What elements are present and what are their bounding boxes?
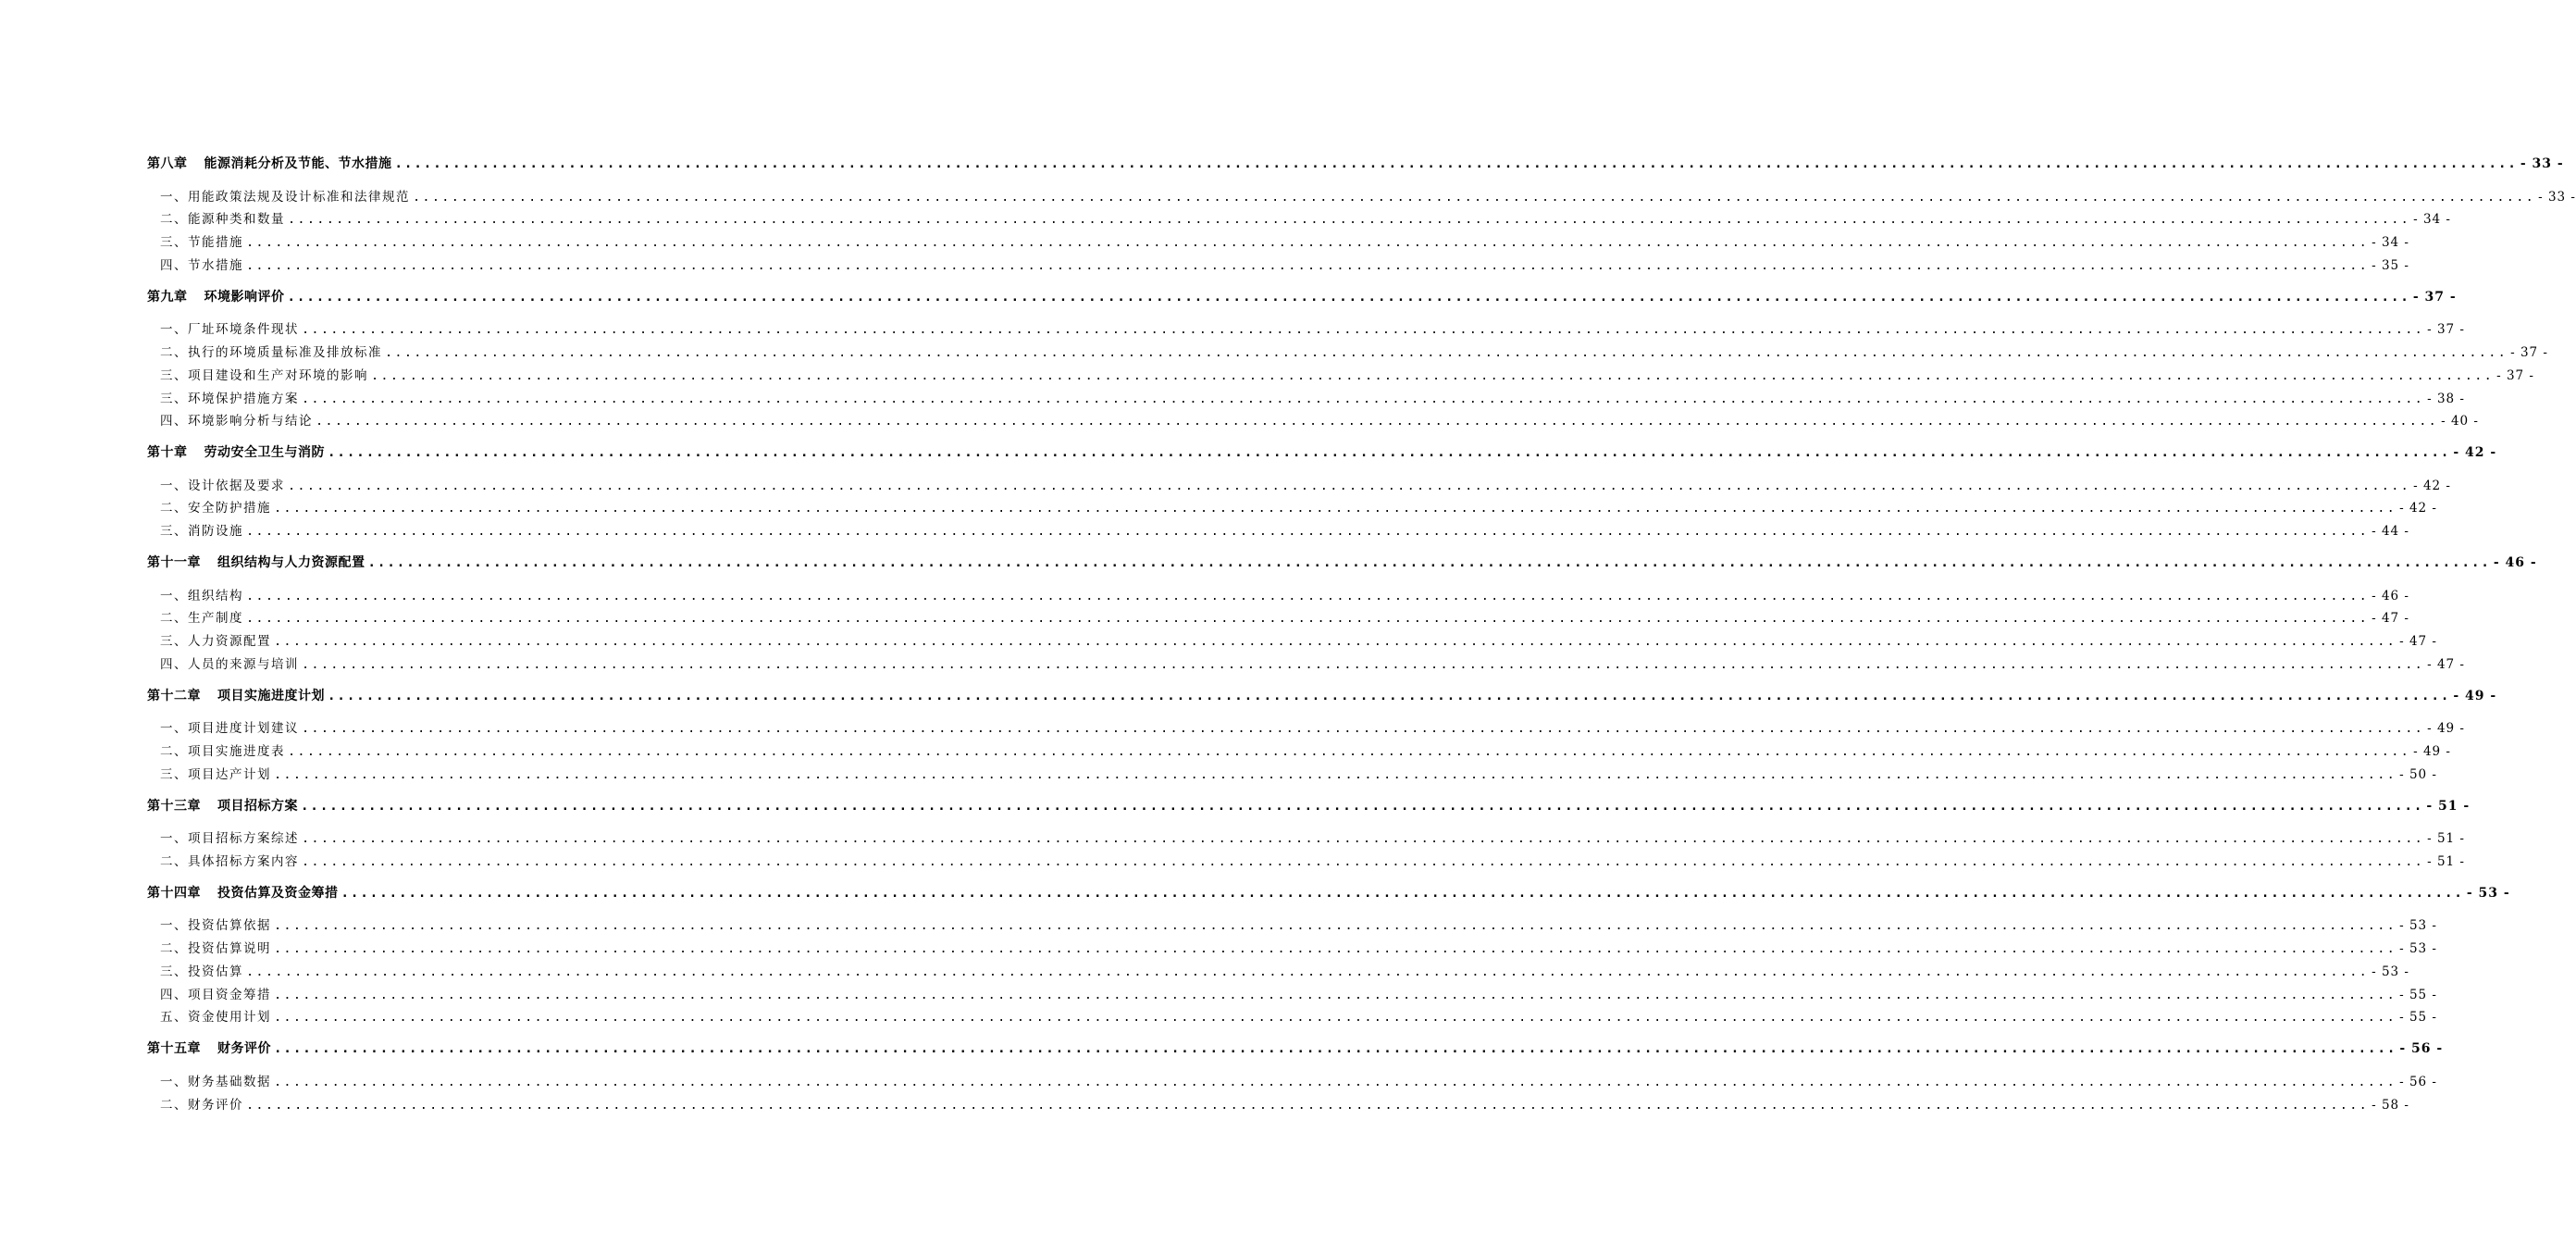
dot-leader: ............................................................................................................................................................................................................................ [246,1097,2370,1113]
section-title: 三、环境保护措施方案 [160,391,299,406]
toc-chapter-entry[interactable] [147,1039,2444,1062]
toc-section-entry[interactable] [147,984,2437,1007]
toc-section-entry[interactable] [147,1006,2437,1029]
page-number: - 56 - [2399,1041,2444,1057]
dot-leader: ............................................................................................................................................................................................................................ [246,588,2370,603]
section-title: 四、节水措施 [160,257,243,273]
section-title: 四、人员的来源与培训 [160,656,299,672]
dot-leader: ............................................................................................................................................................................................................................ [274,1010,2397,1026]
toc-chapter-entry[interactable] [147,154,2564,177]
section-title: 一、设计依据及要求 [160,478,285,493]
dot-leader: ............................................................................................................................................................................................................................ [302,721,2425,737]
chapter-number: 第十五章 [147,1041,201,1057]
toc-section-entry[interactable] [147,585,2409,608]
toc-chapter-entry[interactable] [147,553,2537,576]
chapter-number: 第十二章 [147,688,201,703]
chapter-number: 第十一章 [147,555,201,571]
chapter-block [147,796,2471,874]
dot-leader: ............................................................................................................................................................................................................................ [371,367,2495,383]
dot-leader: ............................................................................................................................................................................................................................ [274,941,2397,957]
section-title: 五、资金使用计划 [160,1010,271,1026]
toc-section-entry[interactable] [147,914,2437,938]
chapter-title: 能源消耗分析及节能、节水措施 [204,156,392,171]
dot-leader: ............................................................................................................................................................................................................................ [274,1041,2397,1057]
dot-leader: ............................................................................................................................................................................................................................ [246,257,2370,273]
chapter-number: 第九章 [147,289,188,305]
toc-chapter-entry[interactable] [147,796,2471,819]
page-number: - 35 - [2372,257,2409,273]
dot-leader: ............................................................................................................................................................................................................................ [328,688,2451,703]
dot-leader: ............................................................................................................................................................................................................................ [274,918,2397,934]
chapter-heading [147,686,325,704]
dot-leader: ............................................................................................................................................................................................................................ [288,744,2411,760]
toc-section-entry[interactable] [147,388,2465,411]
section-title: 一、项目进度计划建议 [160,721,299,737]
chapter-block [147,1039,2444,1116]
page-number: - 33 - [2520,156,2564,171]
chapter-number: 第十章 [147,445,188,461]
page-number: - 51 - [2427,853,2465,869]
toc-chapter-entry[interactable] [147,287,2457,310]
toc-section-entry[interactable] [147,186,2576,209]
section-title: 三、节能措施 [160,235,243,251]
page-number: - 47 - [2399,634,2437,650]
toc-section-entry[interactable] [147,961,2409,984]
toc-section-entry[interactable] [147,1094,2409,1117]
chapter-block [147,686,2497,787]
dot-leader: ............................................................................................................................................................................................................................ [246,524,2370,540]
toc-chapter-entry[interactable] [147,883,2510,906]
section-title: 三、项目达产计划 [160,766,271,782]
page-number: - 53 - [2466,885,2510,901]
chapter-heading [147,553,365,571]
dot-leader: ............................................................................................................................................................................................................................ [301,798,2424,814]
chapter-heading [147,883,339,902]
dot-leader: ............................................................................................................................................................................................................................ [246,611,2370,627]
section-title: 一、财务基础数据 [160,1074,271,1089]
dot-leader: ............................................................................................................................................................................................................................ [274,1074,2397,1089]
chapter-number: 第十三章 [147,798,201,814]
dot-leader: ............................................................................................................................................................................................................................ [274,987,2397,1002]
section-title: 一、组织结构 [160,588,243,603]
page-number: - 33 - [2538,189,2576,205]
dot-leader: ............................................................................................................................................................................................................................ [288,212,2411,228]
dot-leader: ............................................................................................................................................................................................................................ [394,156,2518,171]
page-number: - 42 - [2413,478,2451,493]
chapter-block [147,287,2548,433]
toc-section-entry[interactable] [147,231,2409,255]
dot-leader: ............................................................................................................................................................................................................................ [274,634,2397,650]
page-number: - 50 - [2399,766,2437,782]
section-title: 一、项目招标方案综述 [160,831,299,847]
dot-leader: ............................................................................................................................................................................................................................ [413,189,2536,205]
toc-section-entry[interactable] [147,740,2451,764]
chapter-block [147,553,2537,677]
dot-leader: ............................................................................................................................................................................................................................ [302,391,2425,406]
page-number: - 37 - [2510,344,2548,360]
toc-section-entry[interactable] [147,410,2479,433]
chapter-title: 财务评价 [217,1041,271,1057]
page-number: - 47 - [2372,611,2409,627]
page-number: - 55 - [2399,1010,2437,1026]
page-number: - 47 - [2427,656,2465,672]
toc-section-entry[interactable] [147,938,2437,961]
toc-section-entry[interactable] [147,630,2437,653]
dot-leader: ............................................................................................................................................................................................................................ [287,289,2410,305]
section-title: 二、具体招标方案内容 [160,853,299,869]
toc-section-entry[interactable] [147,342,2548,365]
dot-leader: ............................................................................................................................................................................................................................ [328,445,2451,461]
toc-section-entry[interactable] [147,365,2534,388]
dot-leader: ............................................................................................................................................................................................................................ [274,501,2397,516]
page-number: - 49 - [2453,688,2497,703]
page-number: - 37 - [2496,367,2534,383]
page-number: - 51 - [2426,798,2471,814]
chapter-title: 组织结构与人力资源配置 [217,555,365,571]
page-number: - 37 - [2412,289,2457,305]
chapter-heading [147,796,298,815]
page-number: - 37 - [2427,322,2465,338]
toc-chapter-entry[interactable] [147,686,2497,709]
section-title: 二、能源种类和数量 [160,212,285,228]
toc-chapter-entry[interactable] [147,442,2497,466]
toc-section-entry[interactable] [147,827,2465,851]
section-title: 四、环境影响分析与结论 [160,414,313,429]
page-number: - 49 - [2413,744,2451,760]
dot-leader: ............................................................................................................................................................................................................................ [288,478,2411,493]
page-number: - 49 - [2427,721,2465,737]
toc-section-entry[interactable] [147,653,2465,677]
dot-leader: ............................................................................................................................................................................................................................ [302,656,2425,672]
section-title: 三、投资估算 [160,964,243,979]
section-title: 三、消防设施 [160,524,243,540]
page-number: - 55 - [2399,987,2437,1002]
dot-leader: ............................................................................................................................................................................................................................ [316,414,2439,429]
section-title: 一、厂址环境条件现状 [160,322,299,338]
page-number: - 42 - [2399,501,2437,516]
table-of-contents [147,154,2576,1126]
chapter-title: 项目招标方案 [217,798,298,814]
toc-section-entry[interactable] [147,1071,2437,1094]
page-number: - 46 - [2372,588,2409,603]
section-title: 二、项目实施进度表 [160,744,285,760]
toc-section-entry[interactable] [147,717,2465,740]
section-title: 二、执行的环境质量标准及排放标准 [160,344,382,360]
section-title: 二、财务评价 [160,1097,243,1113]
chapter-heading [147,287,285,305]
chapter-block [147,883,2510,1029]
dot-leader: ............................................................................................................................................................................................................................ [302,853,2425,869]
toc-section-entry[interactable] [147,607,2409,630]
dot-leader: ............................................................................................................................................................................................................................ [385,344,2508,360]
section-title: 三、项目建设和生产对环境的影响 [160,367,368,383]
page-number: - 44 - [2372,524,2409,540]
dot-leader: ............................................................................................................................................................................................................................ [341,885,2464,901]
dot-leader: ............................................................................................................................................................................................................................ [302,831,2425,847]
chapter-block [147,442,2497,543]
page-number: - 38 - [2427,391,2465,406]
chapter-title: 项目实施进度计划 [217,688,325,703]
section-title: 四、项目资金筹措 [160,987,271,1002]
section-title: 二、投资估算说明 [160,941,271,957]
chapter-heading [147,442,325,461]
chapter-title: 投资估算及资金筹措 [217,885,339,901]
page-number: - 40 - [2441,414,2479,429]
toc-section-entry[interactable] [147,497,2437,520]
section-title: 一、用能政策法规及设计标准和法律规范 [160,189,410,205]
dot-leader: ............................................................................................................................................................................................................................ [246,964,2370,979]
toc-section-entry[interactable] [147,764,2437,787]
dot-leader: ............................................................................................................................................................................................................................ [302,322,2425,338]
section-title: 三、人力资源配置 [160,634,271,650]
dot-leader: ............................................................................................................................................................................................................................ [274,766,2397,782]
page-number: - 42 - [2453,445,2497,461]
page-number: - 53 - [2399,941,2437,957]
chapter-title: 环境影响评价 [204,289,285,305]
toc-section-entry[interactable] [147,475,2451,498]
toc-section-entry[interactable] [147,255,2409,278]
chapter-heading [147,154,392,172]
chapter-number: 第八章 [147,156,188,171]
page-number: - 34 - [2413,212,2451,228]
chapter-title: 劳动安全卫生与消防 [204,445,325,461]
chapter-heading [147,1039,271,1057]
section-title: 二、安全防护措施 [160,501,271,516]
page-number: - 58 - [2372,1097,2409,1113]
chapter-block [147,154,2576,278]
page-number: - 34 - [2372,235,2409,251]
page-number: - 51 - [2427,831,2465,847]
page-number: - 56 - [2399,1074,2437,1089]
section-title: 一、投资估算依据 [160,918,271,934]
section-title: 二、生产制度 [160,611,243,627]
toc-section-entry[interactable] [147,318,2465,342]
toc-section-entry[interactable] [147,208,2451,231]
dot-leader: ............................................................................................................................................................................................................................ [367,555,2491,571]
chapter-number: 第十四章 [147,885,201,901]
toc-section-entry[interactable] [147,851,2465,874]
page-number: - 53 - [2399,918,2437,934]
dot-leader: ............................................................................................................................................................................................................................ [246,235,2370,251]
page-number: - 53 - [2372,964,2409,979]
toc-section-entry[interactable] [147,520,2409,543]
page-number: - 46 - [2493,555,2537,571]
